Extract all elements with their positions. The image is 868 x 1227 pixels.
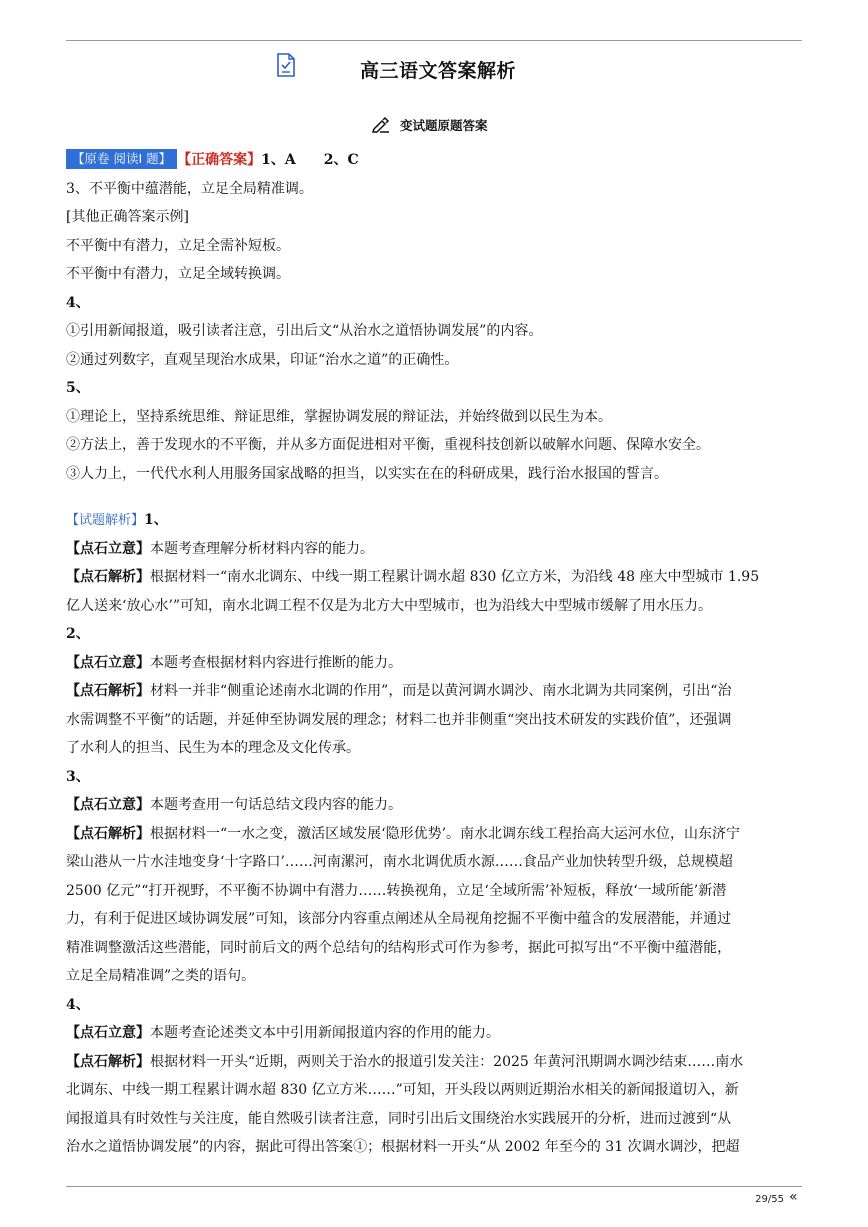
jiexi-line: 【点石解析】根据材料一“南水北调东、中线一期工程累计调水超 830 亿立方米，为沿线 48 座大中型城市 1.95 [66,569,760,585]
answer-line: 3、不平衡中蕴潜能，立足全局精准调。 [66,180,313,197]
lizhi-line: 【点石立意】本题考查用一句话总结文段内容的能力。 [66,797,402,813]
jiexi-line: 立足全局精准调”之类的语句。 [66,968,256,984]
section-subtitle [372,116,488,136]
answer-line: ①理论上，坚持系统思维、辩证思维，掌握协调发展的辩证法，并始终做到以民生为本。 [66,408,612,425]
jiexi-line: 亿人送来‘放心水’”可知，南水北调工程不仅是为北方大中型城市，也为沿线大中型城市缓解了用水压力。 [66,597,713,614]
analysis-label: 【试题解析】 [66,513,145,528]
jiexi-line: 【点石解析】根据材料一“一水之变，激活区域发展‘隐形优势’。南水北调东线工程抬高大运河水位，山东济宁 [66,825,741,842]
jiexi-line: 【点石解析】根据材料一开头“近期，两则关于治水的报道引发关注：2025 年黄河汛期调水调沙结束……南水 [66,1053,744,1070]
answer-1-2: 1、A 2、C [261,152,359,168]
jiexi-line: 治水之道悟协调发展”的内容，据此可得出答案①；根据材料一开头“从 2002 年至今的 31 次调水调沙，把超 [66,1139,740,1155]
answer-line: ①引用新闻报道，吸引读者注意，引出后文“从治水之道悟协调发展”的内容。 [66,323,543,339]
page-number: 29/55 [755,1194,784,1205]
answer-line: ③人力上，一代代水利人用服务国家战略的担当，以实实在在的科研成果，践行治水报国的誓言。 [66,465,668,482]
jiexi-line: 了水利人的担当、民生为本的理念及文化传承。 [66,740,360,756]
jiexi-line: 梁山港从一片水洼地变身‘十字路口’……河南漯河，南水北调优质水源……食品产业加快转型升级，总规模超 [66,854,733,870]
jiexi-line: 【点石解析】材料一并非“侧重论述南水北调的作用”，而是以黄河调水调沙、南水北调为共同案例，引出“治 [66,683,732,699]
question-number: 3、 [66,768,90,785]
jiexi-line: 2500 亿元”“打开视野，不平衡不协调中有潜力……转换视角，立足‘全域所需’补短板，释放‘一域所能’新潜 [66,882,727,899]
jiexi-line: 闻报道具有时效性与关注度，能自然吸引读者注意，同时引出后文围绕治水实践展开的分析，进而过渡到“从 [66,1110,732,1127]
answer-line: 4、 [66,294,90,311]
collapse-nav-icon[interactable]: « [789,1189,798,1205]
question-number: 2、 [66,626,90,642]
jiexi-line: 水需调整不平衡”的话题，并延伸至协调发展的理念；材料二也并非侧重“突出技术研发的实践价值”，还强调 [66,711,732,728]
answer-line: [其他正确答案示例] [66,209,189,225]
pen-edit-icon [372,117,390,133]
jiexi-line: 力，有利于促进区域协调发展”可知，该部分内容重点阐述从全局视角挖掘不平衡中蕴含的发展潜能，并通过 [66,911,732,927]
document-body [66,146,806,1162]
answer-header-line [66,146,806,175]
top-rule [66,40,802,41]
document-check-icon [275,52,297,78]
page-title: 高三语文答案解析 [360,60,517,82]
subtitle-text: 变试题原题答案 [400,118,488,133]
analysis-header-line [66,506,806,535]
lizhi-line: 【点石立意】本题考查根据材料内容进行推断的能力。 [66,654,402,671]
answer-line: ②方法上，善于发现水的不平衡，并从多方面促进相对平衡，重视科技创新以破解水问题、保障水安全。 [66,437,710,453]
page-header [0,48,868,92]
bottom-rule [66,1186,802,1187]
answer-line: 5、 [66,380,90,396]
answer-line: 不平衡中有潜力，立足全域转换调。 [66,266,290,282]
jiexi-line: 精准调整激活这些潜能，同时前后文的两个总结句的结构形式可作为参考，据此可拟写出“不平衡中蕴潜能， [66,939,732,956]
jiexi-line: 北调东、中线一期工程累计调水超 830 亿立方米……”可知，开头段以两则近期治水相关的新闻报道切入，新 [66,1082,739,1098]
question-source-tag: 【原卷 阅读Ⅰ 题】 [66,149,177,169]
lizhi-line: 【点石立意】本题考查理解分析材料内容的能力。 [66,540,374,557]
lizhi-line: 【点石立意】本题考查论述类文本中引用新闻报道内容的作用的能力。 [66,1025,500,1041]
answer-line: ②通过列数字，直观呈现治水成果，印证“治水之道”的正确性。 [66,351,459,368]
question-number: 1、 [144,512,168,528]
answer-line: 不平衡中有潜力，立足全需补短板。 [66,237,290,254]
question-number: 4、 [66,996,90,1013]
correct-answer-label: 【正确答案】 [177,152,262,168]
